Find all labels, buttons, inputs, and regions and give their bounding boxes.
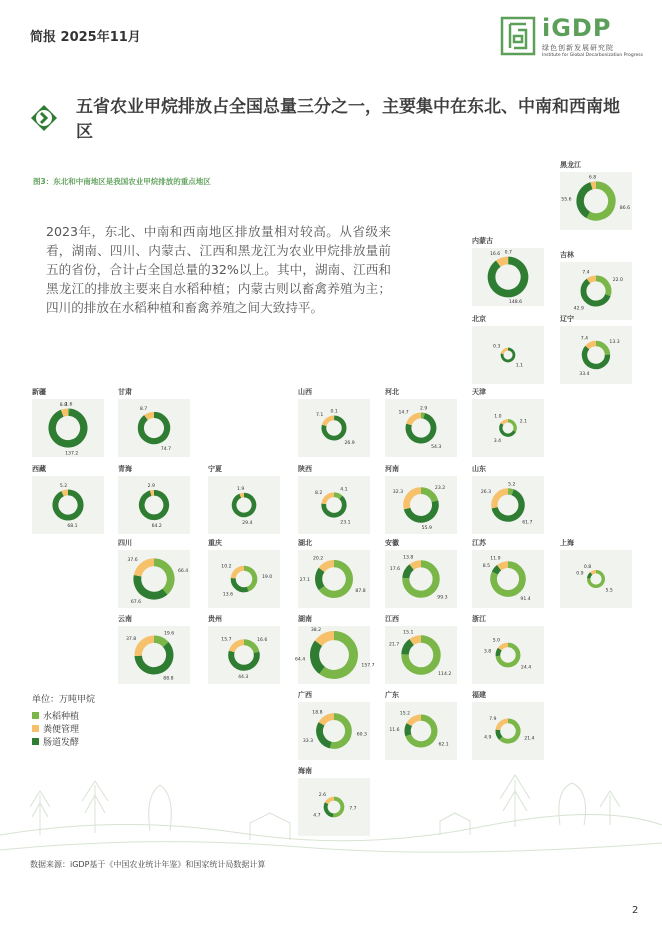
province-5-manure-segment [62, 412, 68, 413]
province-1-name: 内蒙古 [472, 237, 493, 245]
province-7-rice-value: 0.1 [330, 409, 338, 415]
province-21-rice-value: 5.5 [605, 588, 613, 594]
province-23-manure-segment [232, 642, 244, 651]
province-1-rice-value: 0.7 [504, 250, 512, 256]
province-25-donut [385, 626, 457, 684]
province-29-manure-value: 7.9 [489, 716, 497, 722]
province-3-manure-value: 0.3 [492, 344, 501, 350]
province-3-name: 北京 [472, 315, 486, 323]
province-2-rice-segment [596, 278, 609, 295]
province-22-manure-segment [138, 639, 154, 656]
province-16-manure-value: 37.6 [127, 558, 138, 564]
province-4-name: 辽宁 [560, 315, 574, 323]
province-8-tile [385, 399, 457, 457]
province-21-manure-segment [591, 572, 596, 574]
province-27-manure-value: 18.8 [312, 710, 323, 716]
province-20-tile [472, 550, 544, 608]
province-3-donut [472, 326, 544, 384]
province-26-enteric-value: 3.8 [483, 649, 492, 655]
legend-label-rice: 水稻种植 [43, 712, 80, 722]
province-16-enteric-value: 67.6 [130, 600, 142, 606]
province-21-enteric-segment [589, 573, 592, 578]
province-17-manure-segment [233, 568, 244, 578]
province-1-enteric-value: 148.6 [508, 300, 523, 306]
body-paragraph: 2023年，东北、中南和西南地区排放量相对较高。从省级来看，湖南、四川、内蒙古、江西和黑龙江为农业甲烷排放量前五的省份，合计占全国总量的32%以上。其中，湖南、江西和黑龙江的排放主要来自水稻种植；内蒙古则以畜禽养殖为主；四川的排放在水稻种植和畜禽养殖之间大致持平。 [46, 224, 391, 315]
province-17-rice-value: 19.0 [262, 574, 273, 580]
province-2-manure-value: 7.4 [582, 270, 590, 276]
province-8-name: 河北 [385, 388, 399, 396]
province-10-manure-value: 5.2 [59, 484, 68, 489]
legend-swatch-enteric [32, 738, 39, 745]
province-29-name: 福建 [472, 691, 486, 699]
province-17-donut [208, 550, 280, 608]
province-19-manure-segment [412, 564, 421, 567]
province-25-manure-value: 15.1 [403, 630, 414, 636]
province-19-donut [385, 550, 457, 608]
province-13-enteric-value: 23.1 [340, 520, 351, 526]
province-2-name: 吉林 [560, 251, 574, 259]
province-2-enteric-value: 42.9 [573, 306, 584, 312]
province-24-enteric-segment [315, 643, 322, 670]
province-8-rice-value: 2.9 [419, 406, 428, 412]
province-5-enteric-value: 137.2 [65, 451, 79, 457]
province-1-manure-value: 16.6 [489, 251, 501, 257]
province-15-manure-value: 26.3 [480, 490, 492, 496]
province-16-enteric-segment [137, 576, 165, 596]
province-11-name: 青海 [118, 465, 132, 473]
province-10-name: 西藏 [32, 465, 46, 473]
province-20-rice-value: 91.4 [520, 597, 531, 603]
province-30-enteric-value: 4.7 [313, 813, 321, 819]
province-8-enteric-value: 54.3 [431, 444, 442, 450]
province-14-manure-value: 32.3 [392, 490, 403, 495]
province-17-enteric-segment [233, 578, 247, 590]
legend-label-manure: 粪便管理 [43, 725, 80, 735]
province-21-name: 上海 [560, 539, 574, 547]
province-13-manure-segment [324, 495, 334, 504]
province-30-donut [298, 778, 370, 836]
province-23-donut [208, 626, 280, 684]
province-27-donut [298, 702, 370, 760]
province-30-enteric-segment [326, 803, 334, 815]
province-23-manure-value: 15.7 [221, 637, 232, 643]
province-30-rice-value: 7.7 [349, 806, 357, 812]
province-29-enteric-segment [498, 730, 501, 738]
province-12-donut [208, 476, 280, 534]
legend-label-enteric: 肠道发酵 [43, 738, 80, 748]
province-12-tile [208, 476, 280, 534]
arrow-circle-icon [30, 104, 58, 132]
province-9-name: 天津 [472, 388, 486, 396]
province-1-tile [472, 248, 544, 306]
province-18-manure-value: 20.2 [312, 556, 324, 562]
province-27-rice-segment [331, 717, 349, 746]
province-23-name: 贵州 [208, 615, 222, 623]
province-0-rice-segment [588, 185, 612, 217]
province-25-manure-segment [412, 639, 421, 642]
province-28-name: 广东 [385, 691, 399, 699]
province-19-rice-value: 99.3 [437, 595, 448, 601]
data-source: 数据来源：iGDP基于《中国农业统计年鉴》和国家统计局数据计算 [30, 860, 266, 869]
province-8-donut [385, 399, 457, 457]
province-6-manure-segment [146, 415, 154, 418]
province-9-rice-value: 2.1 [519, 419, 528, 425]
province-17-enteric-value: 13.6 [222, 592, 233, 598]
province-28-enteric-segment [408, 725, 410, 736]
province-30-manure-value: 2.6 [318, 792, 327, 798]
province-27-tile [298, 702, 370, 760]
province-3-tile [472, 326, 544, 384]
province-23-tile [208, 626, 280, 684]
province-1-enteric-segment [492, 261, 525, 294]
province-13-rice-value: 4.1 [340, 487, 348, 493]
province-24-rice-value: 157.7 [361, 663, 375, 669]
province-4-manure-value: 7.4 [580, 336, 588, 342]
province-28-rice-value: 62.1 [438, 742, 449, 748]
province-0-donut [560, 172, 632, 230]
province-19-enteric-value: 17.6 [389, 566, 400, 572]
province-0-tile [560, 172, 632, 230]
province-22-donut [118, 626, 190, 684]
province-26-donut [472, 626, 544, 684]
province-4-rice-value: 13.3 [609, 340, 620, 346]
province-26-enteric-segment [498, 649, 500, 656]
province-2-manure-segment [588, 278, 596, 281]
igdp-logo [500, 14, 643, 60]
province-13-name: 陕西 [298, 465, 312, 473]
province-22-rice-value: 19.6 [164, 631, 175, 637]
province-16-rice-value: 66.4 [178, 569, 189, 575]
province-19-manure-value: 13.8 [403, 555, 414, 561]
province-8-manure-value: 14.7 [398, 410, 409, 416]
province-3-enteric-value: 1.1 [515, 363, 524, 369]
province-30-tile [298, 778, 370, 836]
province-9-enteric-value: 3.4 [493, 438, 501, 444]
province-5-manure-value: 8.8 [59, 402, 68, 408]
province-6-enteric-value: 74.7 [160, 447, 172, 453]
province-6-tile [118, 399, 190, 457]
province-20-donut [472, 550, 544, 608]
province-8-manure-segment [409, 415, 421, 424]
province-24-enteric-value: 64.4 [294, 657, 306, 663]
province-15-manure-segment [494, 491, 508, 507]
province-10-tile [32, 476, 104, 534]
province-28-manure-value: 15.2 [399, 711, 410, 717]
province-27-enteric-segment [320, 724, 331, 745]
province-29-enteric-value: 4.9 [484, 735, 492, 741]
province-6-name: 甘肃 [118, 388, 132, 396]
province-24-donut [294, 626, 375, 684]
province-4-manure-segment [587, 343, 596, 347]
province-4-donut [560, 326, 632, 384]
province-11-enteric-value: 64.2 [151, 524, 162, 529]
province-20-manure-segment [499, 565, 508, 568]
province-9-donut [472, 399, 544, 457]
province-16-rice-segment [154, 562, 171, 591]
province-5-donut [32, 399, 104, 457]
province-14-name: 河南 [385, 465, 399, 473]
province-13-tile [298, 476, 370, 534]
province-17-rice-segment [244, 568, 255, 589]
province-21-enteric-value: 0.9 [576, 571, 584, 577]
province-0-enteric-value: 55.6 [561, 197, 572, 203]
province-5-enteric-segment [52, 412, 84, 444]
province-14-donut [385, 476, 457, 534]
province-19-enteric-segment [406, 567, 412, 578]
province-18-donut [298, 550, 370, 608]
province-1-donut [472, 248, 544, 306]
province-10-enteric-value: 68.1 [67, 524, 78, 529]
province-29-manure-segment [498, 721, 508, 730]
province-23-rice-segment [244, 642, 256, 652]
province-14-tile [385, 476, 457, 534]
province-9-manure-value: 1.0 [494, 414, 502, 420]
province-11-donut [118, 476, 190, 534]
province-15-rice-segment [508, 491, 513, 492]
legend-swatch-rice [32, 712, 39, 719]
province-2-donut [560, 262, 632, 320]
province-0-manure-segment [592, 185, 596, 186]
province-5-rice-value: 1.6 [65, 402, 73, 408]
province-9-tile [472, 399, 544, 457]
province-12-manure-segment [240, 495, 244, 496]
province-17-manure-value: 10.2 [221, 564, 232, 570]
province-6-manure-value: 8.7 [139, 406, 148, 412]
province-16-donut [118, 550, 190, 608]
province-12-enteric-value: 29.4 [242, 520, 253, 526]
province-21-manure-value: 0.8 [583, 564, 592, 570]
province-14-rice-value: 23.2 [434, 485, 446, 491]
province-25-tile [385, 626, 457, 684]
province-15-enteric-value: 61.7 [522, 520, 533, 526]
province-17-name: 重庆 [208, 539, 222, 547]
province-28-manure-segment [409, 718, 421, 725]
province-20-manure-value: 11.9 [490, 556, 501, 562]
province-21-tile [560, 550, 632, 608]
legend-item-manure [32, 722, 95, 735]
province-12-manure-value: 1.9 [237, 487, 245, 493]
province-4-rice-segment [596, 343, 608, 354]
province-7-manure-value: 7.1 [315, 413, 324, 419]
province-27-rice-value: 60.3 [356, 732, 367, 738]
logo-english-name: Institute for Global Decarbonization Progress [542, 53, 643, 58]
province-23-rice-value: 16.6 [257, 637, 268, 643]
province-0-enteric-segment [580, 186, 591, 215]
province-29-rice-value: 21.4 [524, 736, 535, 742]
figure-caption: 图3：东北和中南地区是我国农业甲烷排放的重点地区 [33, 177, 211, 186]
province-7-donut [298, 399, 370, 457]
province-18-tile [298, 550, 370, 608]
province-24-tile [294, 626, 375, 684]
province-24-name: 湖南 [298, 615, 312, 623]
province-17-tile [208, 550, 280, 608]
page-number: 2 [632, 905, 639, 916]
legend-swatch-manure [32, 725, 39, 732]
province-15-name: 山东 [472, 465, 486, 473]
logo-chinese-name: 绿色创新发展研究院 [542, 44, 614, 52]
province-16-manure-segment [138, 562, 154, 575]
province-0-name: 黑龙江 [560, 161, 581, 169]
province-26-manure-value: 5.0 [492, 638, 501, 644]
province-6-donut [118, 399, 190, 457]
province-20-enteric-value: 8.5 [482, 564, 490, 569]
province-9-rice-segment [508, 421, 515, 431]
province-23-enteric-value: 44.3 [238, 674, 249, 680]
province-12-name: 宁夏 [208, 465, 222, 473]
province-22-enteric-value: 88.8 [163, 676, 174, 682]
province-25-enteric-segment [405, 642, 412, 654]
province-4-enteric-value: 33.4 [579, 372, 590, 378]
province-2-rice-value: 22.0 [612, 278, 623, 284]
province-23-enteric-segment [231, 651, 257, 667]
province-10-donut [32, 476, 104, 534]
province-14-enteric-segment [407, 501, 435, 519]
province-25-rice-value: 114.2 [438, 671, 452, 677]
legend-item-rice [32, 709, 95, 722]
province-18-enteric-value: 27.1 [299, 578, 310, 583]
province-4-tile [560, 326, 632, 384]
legend-item-enteric [32, 735, 95, 748]
header-date: 简报 2025年11月 [30, 30, 141, 45]
province-26-rice-value: 24.4 [520, 665, 532, 671]
province-11-enteric-segment [142, 493, 167, 518]
province-19-tile [385, 550, 457, 608]
province-18-name: 湖北 [298, 539, 312, 547]
province-13-manure-value: 8.2 [314, 490, 323, 496]
province-18-manure-segment [322, 564, 334, 570]
province-6-enteric-segment [141, 415, 167, 441]
province-22-rice-segment [154, 639, 166, 644]
province-1-manure-segment [498, 261, 508, 264]
province-3-manure-segment [502, 349, 508, 354]
province-19-name: 安徽 [385, 539, 399, 547]
province-11-manure-value: 2.9 [147, 484, 155, 489]
province-16-tile [118, 550, 190, 608]
province-28-enteric-value: 11.6 [389, 728, 400, 734]
province-28-donut [385, 702, 457, 760]
province-15-tile [472, 476, 544, 534]
province-30-name: 海南 [298, 767, 312, 775]
legend [32, 692, 95, 748]
province-11-tile [118, 476, 190, 534]
province-26-manure-segment [500, 645, 508, 649]
province-14-enteric-value: 55.9 [421, 526, 432, 531]
province-9-enteric-segment [501, 424, 515, 435]
province-18-rice-value: 87.8 [355, 588, 366, 594]
province-10-enteric-segment [55, 492, 80, 517]
province-29-tile [472, 702, 544, 760]
province-22-tile [118, 626, 190, 684]
province-12-enteric-segment [234, 495, 254, 515]
province-24-manure-segment [319, 636, 334, 644]
province-26-tile [472, 626, 544, 684]
province-26-name: 浙江 [472, 615, 486, 623]
province-29-donut [472, 702, 544, 760]
province-20-enteric-segment [495, 568, 499, 573]
province-5-name: 新疆 [32, 388, 46, 396]
province-10-manure-segment [63, 492, 68, 493]
province-7-tile [298, 399, 370, 457]
province-22-name: 云南 [118, 615, 132, 623]
province-13-rice-segment [334, 495, 341, 498]
logo-mark-icon [500, 16, 536, 56]
province-13-donut [298, 476, 370, 534]
province-25-enteric-value: 21.7 [388, 642, 400, 648]
province-5-tile [32, 399, 104, 457]
province-27-manure-segment [321, 717, 334, 724]
province-2-tile [560, 262, 632, 320]
province-9-manure-segment [502, 421, 508, 424]
province-27-enteric-value: 33.3 [302, 739, 314, 745]
province-7-name: 山西 [298, 388, 312, 396]
province-15-donut [472, 476, 544, 534]
logo-name: iGDP [542, 14, 612, 42]
province-14-rice-segment [421, 491, 435, 502]
legend-unit: 单位：万吨甲烷 [32, 695, 96, 705]
province-30-rice-segment [333, 799, 342, 816]
province-28-tile [385, 702, 457, 760]
province-22-manure-value: 37.8 [125, 637, 137, 643]
province-25-name: 江西 [385, 615, 399, 623]
province-0-manure-value: 6.8 [588, 175, 597, 181]
province-20-name: 江苏 [472, 539, 486, 547]
province-16-name: 四川 [118, 539, 132, 547]
province-30-manure-segment [327, 799, 334, 803]
province-18-enteric-segment [319, 570, 322, 588]
province-0-rice-value: 86.6 [619, 206, 631, 212]
province-14-manure-segment [407, 491, 421, 509]
province-27-name: 广西 [298, 691, 312, 699]
province-15-rice-value: 5.2 [508, 482, 516, 488]
province-21-donut [560, 550, 632, 608]
province-24-manure-value: 38.2 [310, 628, 322, 633]
section-heading: 五省农业甲烷排放占全国总量三分之一，主要集中在东北、中南和西南地区 [76, 97, 620, 142]
province-7-enteric-value: 26.9 [344, 441, 355, 446]
province-7-manure-segment [324, 418, 334, 426]
